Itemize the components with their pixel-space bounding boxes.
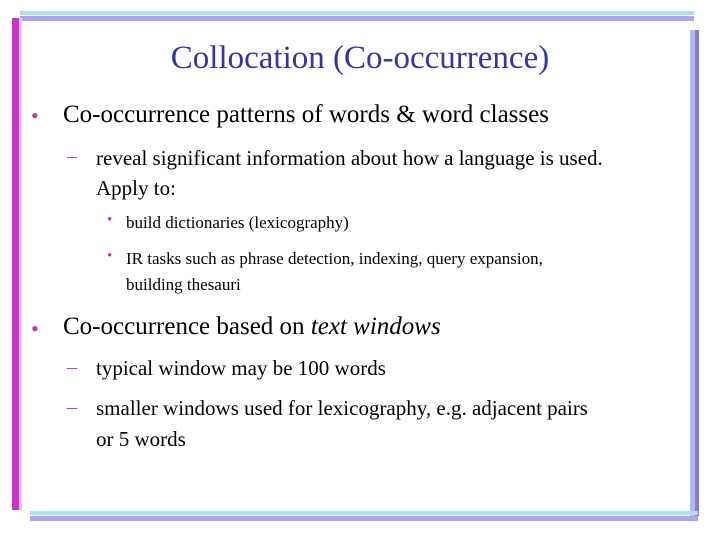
slide-title: Collocation (Co-occurrence)	[170, 40, 550, 76]
bullet-marker: •	[107, 248, 113, 264]
top-border-light	[20, 11, 694, 15]
right-border-dark	[695, 30, 699, 516]
left-border-inner	[19, 18, 22, 510]
sub-bullet-3-line-2: or 5 words	[96, 427, 186, 451]
dash-marker: –	[67, 145, 77, 167]
bullet-marker: •	[107, 212, 113, 228]
bullet-1-text: Co-occurrence patterns of words & word classes	[63, 101, 549, 128]
dash-marker: –	[67, 396, 77, 418]
sub-bullet-1-line-2: Apply to:	[96, 176, 176, 200]
bullet-2-text	[63, 313, 441, 341]
bullet-2-plain: Co-occurrence based on	[63, 313, 311, 340]
sub-bullet-2: typical window may be 100 words	[96, 356, 386, 380]
bullet-marker: •	[31, 103, 39, 128]
left-border	[12, 18, 19, 510]
sub-sub-bullet-2-line-1: IR tasks such as phrase detection, indexing, query expansion,	[126, 249, 543, 268]
bullet-2-italic: text windows	[310, 313, 441, 340]
bottom-border-light	[30, 511, 698, 515]
sub-sub-bullet-2-line-2: building thesauri	[126, 275, 241, 294]
sub-bullet-3-line-1: smaller windows used for lexicography, e.g. adjacent pairs	[96, 396, 588, 420]
sub-bullet-1-line-1: reveal significant information about how a language is used.	[96, 146, 603, 170]
sub-sub-bullet-1: build dictionaries (lexicography)	[126, 213, 349, 232]
dash-marker: –	[67, 356, 77, 378]
bullet-marker: •	[31, 316, 39, 341]
bottom-border-dark	[30, 516, 698, 521]
top-border-dark	[20, 16, 694, 21]
